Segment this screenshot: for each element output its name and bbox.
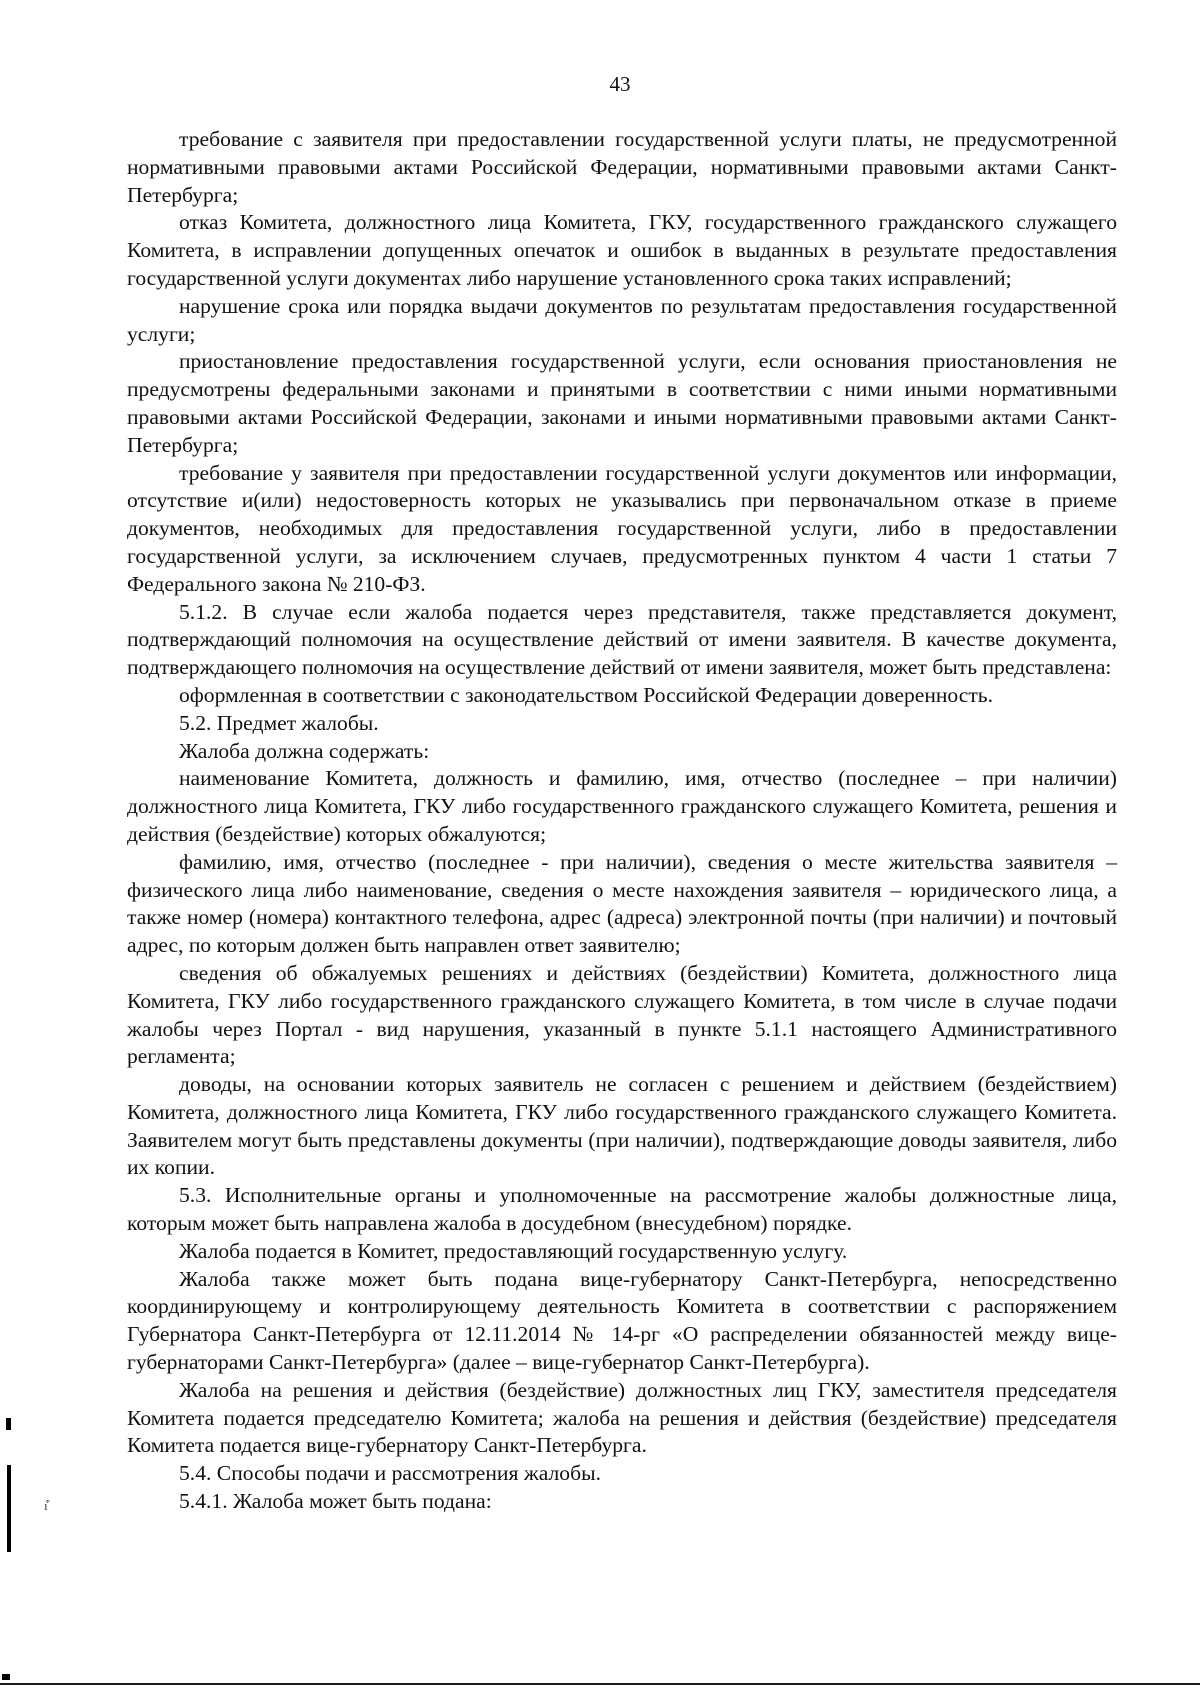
paragraph: 5.4. Способы подачи и рассмотрения жалобы. xyxy=(179,1461,601,1486)
paragraph: 5.2. Предмет жалобы. xyxy=(179,710,379,735)
paragraph: нарушение срока или порядка выдачи документов по результатам предоставления государственной услуги; xyxy=(127,293,1117,346)
paragraph: Жалоба должна содержать: xyxy=(179,738,430,763)
paragraph: сведения об обжалуемых решениях и действиях (бездействии) Комитета, должностного лица Комитета, ГКУ либо государственного гражданского служащего Комитета, в том числе в случае подачи жалобы через Портал - вид нарушения, указанный в пункте 5.1.1 настоящего Административного регламента; xyxy=(127,960,1117,1069)
paragraph: 5.3. Исполнительные органы и уполномоченные на рассмотрение жалобы должностные лица, которым может быть направлена жалоба в досудебном (внесудебном) порядке. xyxy=(127,1183,1117,1236)
paragraph: приостановление предоставления государственной услуги, если основания приостановления не предусмотрены федеральными законами и принятыми в соответствии с ними иными нормативными правовыми актами Российской Федерации, законами и иными нормативными правовыми актами Санкт-Петербурга; xyxy=(127,349,1117,457)
paragraph: Жалоба на решения и действия (бездействие) должностных лиц ГКУ, заместителя председателя Комитета подается председателю Комитета; жалоба на решения и действия (бездействие) председателя Комитета подается вице-губернатору Санкт-Петербурга. xyxy=(127,1377,1117,1458)
paragraph: Жалоба подается в Комитет, предоставляющий государственную услугу. xyxy=(179,1238,848,1263)
scan-mark-bottom xyxy=(2,1674,10,1680)
margin-note: ı͒ xyxy=(44,1498,48,1513)
paragraph: 5.4.1. Жалоба может быть подана: xyxy=(179,1489,492,1514)
scan-mark-top xyxy=(6,1418,11,1430)
paragraph: Жалоба также может быть подана вице-губернатору Санкт-Петербурга, непосредственно координирующему и контролирующему деятельность Комитета в соответствии с распоряжением Губернатора Санкт-Петербурга от 12.11.2014 № 14-рг «О распределении обязанностей между вице-губернаторами Санкт-Петербурга» (далее – вице-губернатор Санкт-Петербурга). xyxy=(127,1266,1117,1375)
paragraph: требование у заявителя при предоставлении государственной услуги документов или информации, отсутствие и(или) недостоверность которых не указывались при первоначальном отказе в приеме документов, необходимых для предоставления государственной услуги, либо в предоставлении государственной услуги, за исключением случаев, предусмотренных пунктом 4 части 1 статьи 7 Федерального закона № 210-ФЗ. xyxy=(127,460,1117,596)
paragraph: фамилию, имя, отчество (последнее - при наличии), сведения о месте жительства заявителя – физического лица либо наименование, сведения о месте нахождения заявителя – юридического лица, а также номер (номера) контактного телефона, адрес (адреса) электронной почты (при наличии) и почтовый адрес, по которым должен быть направлен ответ заявителю; xyxy=(127,849,1117,958)
scan-mark-bar xyxy=(7,1465,11,1552)
document-body xyxy=(127,126,1117,1516)
paragraph: отказ Комитета, должностного лица Комитета, ГКУ, государственного гражданского служащего Комитета, в исправлении допущенных опечаток и ошибок в выданных в результате предоставления государственной услуги документах либо нарушение установленного срока таких исправлений; xyxy=(127,210,1117,290)
paragraph: доводы, на основании которых заявитель не согласен с решением и действием (бездействием) Комитета, должностного лица Комитета, ГКУ либо государственного гражданского служащего Комитета. Заявителем могут быть представлены документы (при наличии), подтверждающие доводы заявителя, либо их копии. xyxy=(127,1072,1117,1180)
paragraph: оформленная в соответствии с законодательством Российской Федерации доверенность. xyxy=(179,682,994,707)
paragraph: 5.1.2. В случае если жалоба подается через представителя, также представляется документ, подтверждающий полномочия на осуществление действий от имени заявителя. В качестве документа, подтверждающего полномочия на осуществление действий от имени заявителя, может быть представлена: xyxy=(127,599,1117,680)
paragraph: наименование Комитета, должность и фамилию, имя, отчество (последнее – при наличии) должностного лица Комитета, ГКУ либо государственного гражданского служащего Комитета, решения и действия (бездействие) которых обжалуются; xyxy=(127,766,1117,846)
page-bottom-edge xyxy=(0,1683,1200,1685)
page-number: 43 xyxy=(609,72,631,96)
paragraph: требование с заявителя при предоставлении государственной услуги платы, не предусмотренной нормативными правовыми актами Российской Федерации, нормативными правовыми актами Санкт-Петербурга; xyxy=(127,127,1117,207)
